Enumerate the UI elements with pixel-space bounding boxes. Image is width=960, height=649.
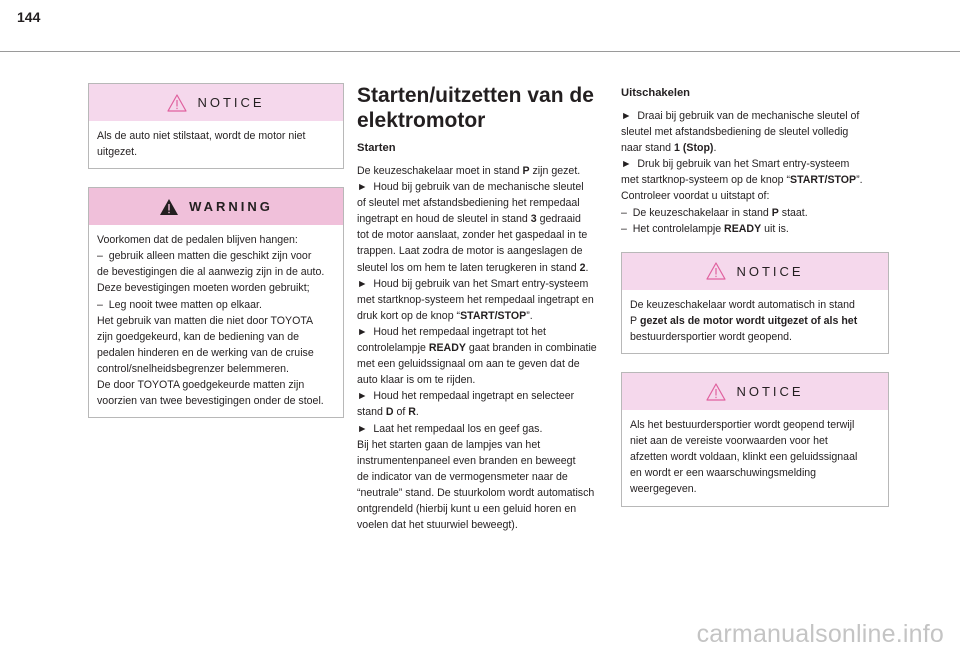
bold-text: 2: [579, 261, 586, 274]
bold-text: START/STOP: [460, 309, 527, 322]
text-span: ► Houd het rempedaal ingetrapt tot het: [357, 325, 546, 338]
text-span: De keuzeschakelaar moet in stand: [357, 165, 523, 177]
bold-text: READY: [724, 222, 762, 235]
bold-text: D: [385, 406, 394, 419]
text-span: de indicator van de vermogensmeter naar de: [357, 470, 568, 483]
warning-triangle-icon: [706, 262, 726, 280]
text-span: De keuzeschakelaar wordt automatisch in stand: [630, 298, 855, 311]
text-line: [621, 205, 889, 221]
text-line: [357, 421, 613, 437]
notice-body: [622, 410, 888, 505]
page-number: 144: [17, 9, 41, 25]
text-span: ingetrapt en houd de sleutel in stand: [357, 213, 531, 226]
text-line: [630, 297, 880, 313]
text-span: stand: [357, 406, 386, 419]
bold-text: R: [408, 406, 416, 419]
text-span: ► Houd bij gebruik van de mechanische sleutel: [357, 181, 584, 194]
text-span: uit is.: [761, 222, 789, 235]
notice-line: uitgezet.: [97, 146, 138, 159]
text-span: – Het controlelampje: [621, 222, 725, 235]
text-span: auto klaar is om te rijden.: [357, 374, 476, 387]
section-title-line: elektromotor: [357, 109, 486, 132]
text-span: met startknop-systeem het rempedaal ingetrapt en: [357, 293, 594, 306]
text-span: ”.: [526, 309, 533, 322]
text-line: voorzien van twee bevestigingen onder de stoel.: [97, 395, 324, 408]
text-line: [630, 481, 880, 497]
column-left: [88, 83, 344, 436]
text-line: [357, 276, 613, 292]
bold-text: 3: [530, 213, 537, 226]
text-line: Deze bevestigingen moeten worden gebruikt;: [97, 282, 310, 295]
text-span: “neutrale” stand. De stuurkolom wordt automatisch: [357, 486, 595, 499]
text-span: instrumentenpaneel even branden en beweegt: [357, 454, 576, 467]
bold-text: P: [771, 206, 779, 219]
uitschakelen-body: [621, 108, 889, 237]
text-line: [357, 340, 613, 356]
warning-header: [89, 188, 343, 225]
bold-text: START/STOP: [790, 174, 857, 187]
text-line: Voorkomen dat de pedalen blijven hangen:: [97, 234, 298, 247]
notice-label: NOTICE: [736, 384, 804, 400]
text-span: afzetten wordt voldaan, klinkt een geluidssignaal: [630, 451, 858, 464]
text-line: [621, 156, 889, 172]
text-line: [621, 172, 889, 188]
text-span: weergegeven.: [630, 483, 697, 496]
text-line: [621, 188, 889, 204]
text-line: [621, 108, 889, 124]
text-line: [357, 324, 613, 340]
warning-triangle-icon: [159, 198, 179, 216]
notice-box: [88, 83, 344, 169]
text-span: Als het bestuurdersportier wordt geopend terwijl: [630, 419, 855, 432]
text-span: gedraaid: [536, 213, 581, 226]
text-span: sleutel los om hem te laten terugkeren in stand: [357, 261, 580, 274]
text-line: [630, 329, 880, 345]
text-span: ► Druk bij gebruik van het Smart entry-systeem: [621, 158, 850, 171]
text-line: [357, 243, 613, 259]
warning-triangle-icon: [706, 383, 726, 401]
text-span: sleutel met afstandsbediening de sleutel volledig: [621, 126, 849, 139]
text-span: of: [393, 406, 409, 419]
text-line: [357, 227, 613, 243]
column-middle: [357, 83, 613, 548]
text-line: [357, 308, 613, 324]
text-line: [621, 140, 889, 156]
warning-triangle-icon: [167, 94, 187, 112]
subheading-uitschakelen: Uitschakelen: [621, 87, 691, 99]
text-span: en wordt er een waarschuwingsmelding: [630, 467, 817, 480]
notice-body: [622, 290, 888, 353]
text-span: controlelampje: [357, 342, 429, 355]
text-span: zijn gezet.: [529, 165, 581, 177]
text-line: [357, 485, 613, 501]
text-line: [630, 449, 880, 465]
warning-box: [88, 187, 344, 418]
text-line: [357, 517, 613, 533]
text-line: [357, 195, 613, 211]
text-line: [630, 465, 880, 481]
text-line: [621, 221, 889, 237]
starten-body: [357, 163, 613, 533]
text-span: met startknop-systeem op de knop “: [621, 174, 790, 187]
text-span: niet aan de vereiste voorwaarden voor het: [630, 435, 828, 448]
text-line: De door TOYOTA goedgekeurde matten zijn: [97, 379, 305, 392]
text-line: – Leg nooit twee matten op elkaar.: [97, 298, 262, 311]
text-span: .: [415, 406, 419, 419]
watermark: carmanualsonline.info: [696, 620, 944, 648]
notice-label: NOTICE: [197, 95, 265, 110]
text-span: voelen dat het stuurwiel beweegt).: [357, 519, 518, 532]
text-span: Bij het starten gaan de lampjes van het: [357, 438, 541, 451]
text-line: control/snelheidsbegrenzer belemmeren.: [97, 362, 289, 375]
text-span: P: [630, 314, 638, 327]
text-span: Controleer voordat u uitstapt of:: [621, 190, 770, 203]
notice-header: [622, 373, 888, 410]
text-span: staat.: [778, 206, 808, 219]
text-line: [621, 124, 889, 140]
notice-label: NOTICE: [736, 263, 804, 279]
column-right: [621, 83, 889, 525]
text-span: .: [713, 142, 717, 155]
text-line: Het gebruik van matten die niet door TOYOTA: [97, 314, 314, 327]
warning-label: WARNING: [189, 199, 273, 215]
notice-line: Als de auto niet stilstaat, wordt de motor niet: [97, 130, 306, 142]
section-title: [357, 83, 613, 133]
text-line: – gebruik alleen matten die geschikt zijn voor: [97, 250, 312, 263]
text-span: ► Houd bij gebruik van het Smart entry-systeem: [357, 277, 589, 290]
text-span: gaat branden in combinatie: [465, 342, 597, 355]
text-line: [357, 372, 613, 388]
text-line: zijn goedgekeurd, kan de bediening van de: [97, 330, 300, 343]
text-line: [357, 211, 613, 227]
text-line: [630, 433, 880, 449]
bold-text: 1 (Stop): [674, 142, 714, 155]
text-span: ontgrendeld (hierbij kunt u een geluid horen en: [357, 502, 577, 515]
notice-body: [89, 121, 343, 168]
text-line: [357, 453, 613, 469]
section-title-line: Starten/uitzetten van de: [357, 84, 594, 107]
bold-text: READY: [428, 342, 466, 355]
notice-header: [89, 84, 343, 121]
text-line: [357, 179, 613, 195]
text-span: naar stand: [621, 142, 675, 155]
text-line: [357, 404, 613, 420]
text-span: bestuurdersportier wordt geopend.: [630, 330, 792, 343]
text-line: [357, 163, 613, 179]
text-line: [357, 260, 613, 276]
subheading-starten: Starten: [357, 142, 396, 154]
text-line: [630, 313, 880, 329]
header-divider: [0, 51, 960, 52]
text-line: [357, 469, 613, 485]
bold-text: P: [522, 165, 530, 177]
text-span: trappen. Laat zodra de motor is aangeslagen de: [357, 245, 583, 258]
notice-header: [622, 253, 888, 290]
text-span: met een geluidssignaal om aan te geven dat de: [357, 358, 580, 371]
text-span: ► Laat het rempedaal los en geef gas.: [357, 422, 543, 435]
text-span: – De keuzeschakelaar in stand: [621, 206, 772, 219]
notice-box: [621, 252, 889, 354]
text-line: de bevestigingen die al aanwezig zijn in de auto.: [97, 266, 325, 279]
text-span: druk kort op de knop “: [357, 309, 461, 322]
text-line: [357, 356, 613, 372]
text-line: [357, 388, 613, 404]
text-line: [630, 417, 880, 433]
notice-box: [621, 372, 889, 506]
text-line: [357, 437, 613, 453]
bold-text: gezet als de motor wordt uitgezet of als het: [637, 314, 858, 327]
text-span: tot de motor aanslaat, zonder het gaspedaal in te: [357, 229, 588, 242]
text-span: of sleutel met afstandsbediening het rempedaal: [357, 197, 580, 210]
text-line: pedalen hinderen en de werking van de cruise: [97, 346, 314, 359]
text-line: [357, 292, 613, 308]
text-line: [357, 501, 613, 517]
warning-body: [89, 225, 343, 417]
text-span: .: [585, 261, 589, 274]
text-span: ”.: [856, 174, 863, 187]
text-span: ► Draai bij gebruik van de mechanische sleutel of: [621, 110, 860, 122]
text-span: ► Houd het rempedaal ingetrapt en selecteer: [357, 390, 575, 403]
